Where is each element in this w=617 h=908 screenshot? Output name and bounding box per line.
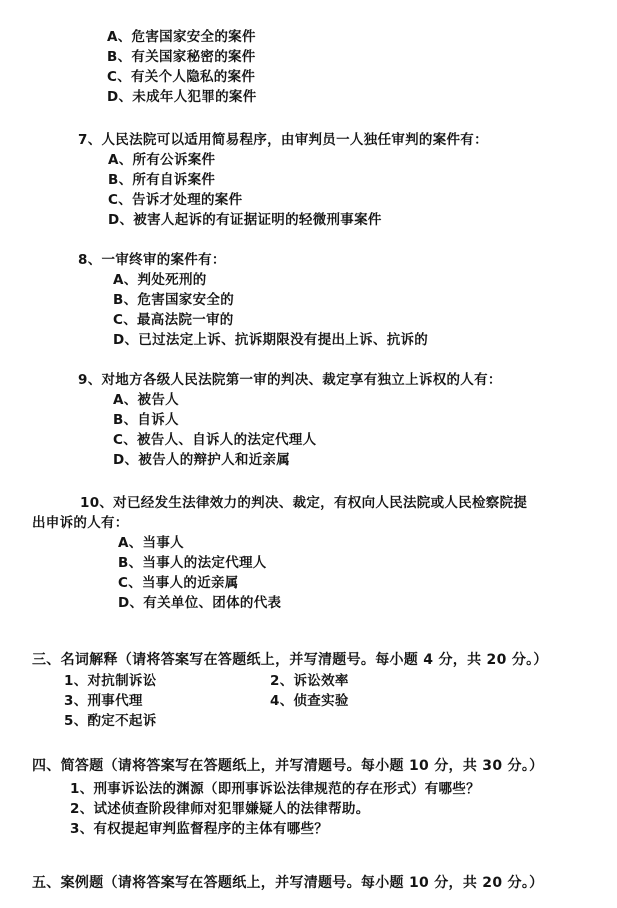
section-3-heading: 三、名词解释（请将答案写在答题纸上，并写清题号。每小题 4 分，共 20 分。） xyxy=(32,652,548,668)
q10-option-a: A、当事人 xyxy=(118,535,184,551)
q7-option-d: D、被害人起诉的有证据证明的轻微刑事案件 xyxy=(108,212,382,228)
q6-option-b: B、有关国家秘密的案件 xyxy=(107,49,256,65)
q10-option-d: D、有关单位、团体的代表 xyxy=(118,595,282,611)
q10-stem-line1: 10、对已经发生法律效力的判决、裁定，有权向人民法院或人民检察院提 xyxy=(80,495,528,511)
q9-option-c: C、被告人、自诉人的法定代理人 xyxy=(113,432,317,448)
section-4-heading: 四、简答题（请将答案写在答题纸上，并写清题号。每小题 10 分，共 30 分。） xyxy=(32,758,544,774)
q8-stem: 8、一审终审的案件有： xyxy=(78,252,226,268)
section-4-item-2: 2、试述侦查阶段律师对犯罪嫌疑人的法律帮助。 xyxy=(70,801,370,817)
q9-option-a: A、被告人 xyxy=(113,392,179,408)
q7-option-b: B、所有自诉案件 xyxy=(108,172,216,188)
q7-option-c: C、告诉才处理的案件 xyxy=(108,192,243,208)
q8-option-c: C、最高法院一审的 xyxy=(113,312,234,328)
q8-option-a: A、判处死刑的 xyxy=(113,272,207,288)
q7-option-a: A、所有公诉案件 xyxy=(108,152,216,168)
q6-option-a: A、危害国家安全的案件 xyxy=(107,29,256,45)
q9-option-b: B、自诉人 xyxy=(113,412,179,428)
q10-stem-line2: 出申诉的人有： xyxy=(32,515,129,531)
section-3-item-2: 2、诉讼效率 xyxy=(270,673,349,689)
section-3-item-3: 3、刑事代理 xyxy=(64,693,143,709)
q9-stem: 9、对地方各级人民法院第一审的判决、裁定享有独立上诉权的人有： xyxy=(78,372,502,388)
section-4-item-3: 3、有权提起审判监督程序的主体有哪些？ xyxy=(70,821,329,837)
q7-stem: 7、人民法院可以适用简易程序，由审判员一人独任审判的案件有： xyxy=(78,132,488,148)
q8-option-d: D、已过法定上诉、抗诉期限没有提出上诉、抗诉的 xyxy=(113,332,429,348)
section-5-heading: 五、案例题（请将答案写在答题纸上，并写清题号。每小题 10 分，共 20 分。） xyxy=(32,875,544,891)
q8-option-b: B、危害国家安全的 xyxy=(113,292,234,308)
section-3-item-1: 1、对抗制诉讼 xyxy=(64,673,157,689)
q6-option-d: D、未成年人犯罪的案件 xyxy=(107,89,257,105)
q9-option-d: D、被告人的辩护人和近亲属 xyxy=(113,452,291,468)
section-3-item-4: 4、侦查实验 xyxy=(270,693,349,709)
q6-option-c: C、有关个人隐私的案件 xyxy=(107,69,256,85)
q10-option-c: C、当事人的近亲属 xyxy=(118,575,239,591)
q10-option-b: B、当事人的法定代理人 xyxy=(118,555,267,571)
section-3-item-5: 5、酌定不起诉 xyxy=(64,713,157,729)
section-4-item-1: 1、刑事诉讼法的渊源（即刑事诉讼法律规范的存在形式）有哪些？ xyxy=(70,781,480,797)
